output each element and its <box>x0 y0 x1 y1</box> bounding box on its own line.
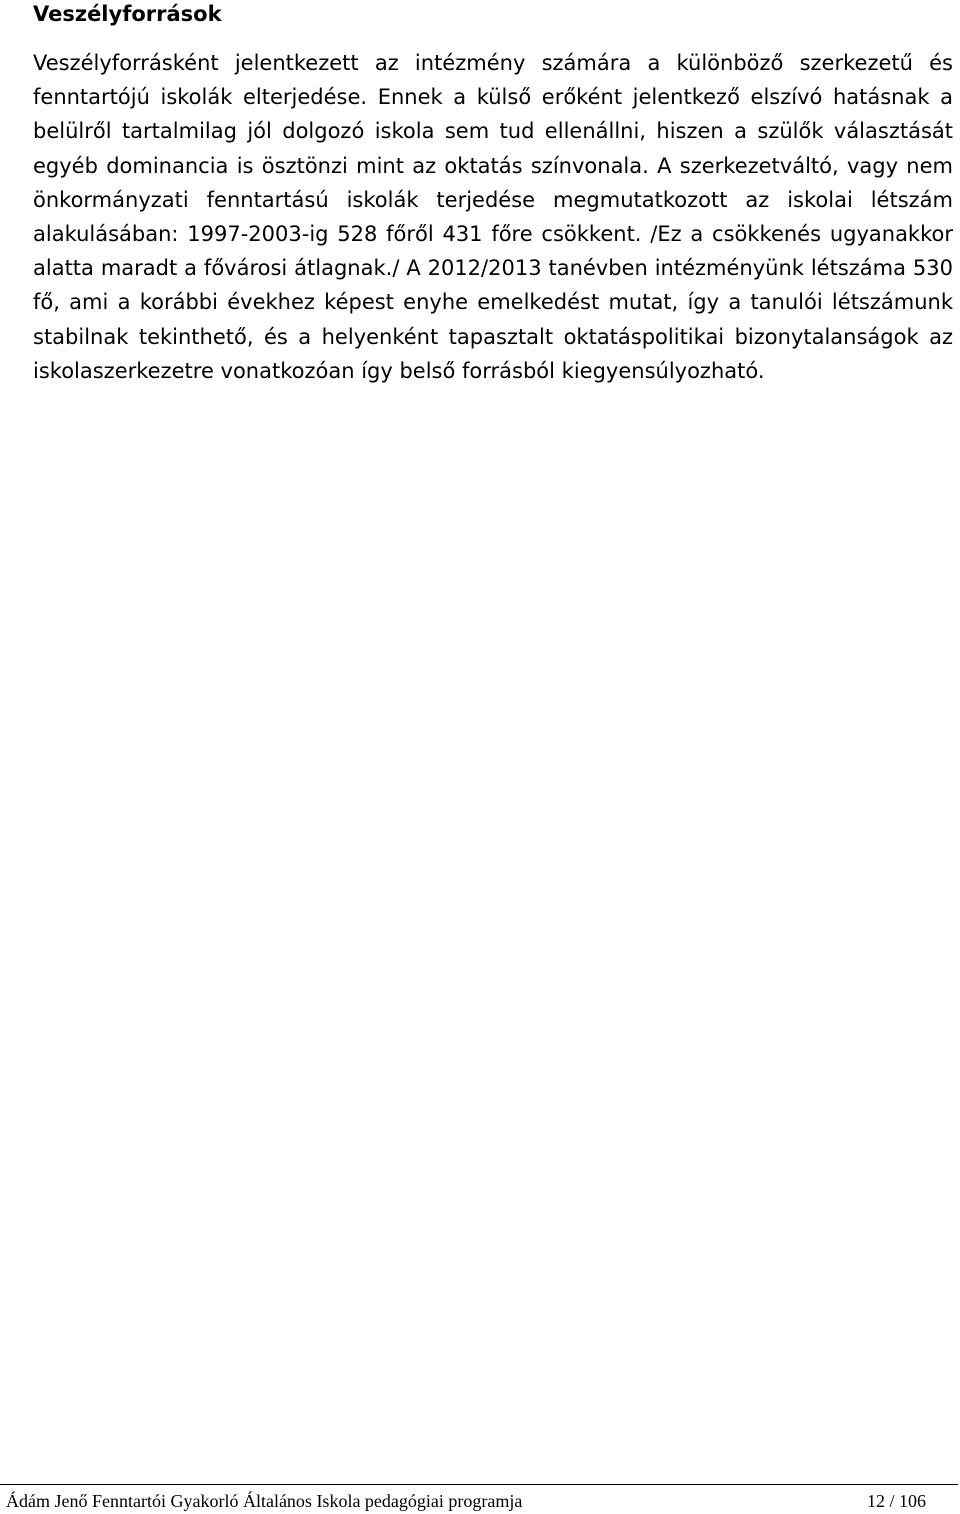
body-paragraph: Veszélyforrásként jelentkezett az intézmény számára a különböző szerkezetű és fenntartójú iskolák elterjedése. Ennek a külső erőként jelentkező elszívó hatásnak a belülről tartalmilag jól dolgozó iskola sem tud ellenállni, hiszen a szülők választását egyéb dominancia is ösztönzi mint az oktatás színvonala. A szerkezetváltó, vagy nem önkormányzati fenntartású iskolák terjedése megmutatkozott az iskolai létszám alakulásában: 1997-2003-ig 528 főről 431 főre csökkent. /Ez a csökkenés ugyanakkor alatta maradt a fővárosi átlagnak./ A 2012/2013 tanévben intézményünk létszáma 530 fő, ami a korábbi évekhez képest enyhe emelkedést mutat, így a tanulói létszámunk stabilnak tekinthető, és a helyenként tapasztalt oktatáspolitikai bizonytalanságok az iskolaszerkezetre vonatkozóan így belső forrásból kiegyensúlyozható. <box>33 51 953 383</box>
footer-page-number: 12 / 106 <box>866 1491 926 1511</box>
page-footer <box>6 1490 926 1512</box>
section-heading: Veszélyforrások <box>33 2 222 26</box>
footer-divider <box>0 1484 958 1485</box>
footer-document-title: Ádám Jenő Fenntartói Gyakorló Általános Iskola pedagógiai programja <box>6 1491 523 1511</box>
